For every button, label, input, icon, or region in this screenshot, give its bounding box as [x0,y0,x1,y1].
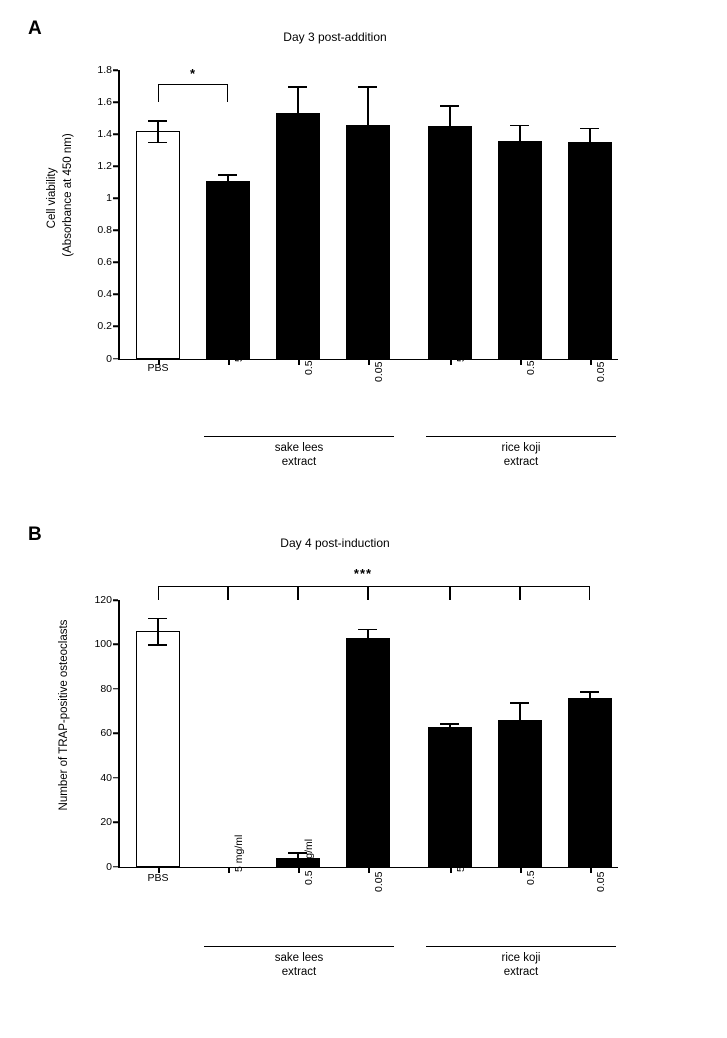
panel-a-errorcap-bottom-sake-5 [218,187,237,189]
panel-b-ytick-label: 80 [100,682,112,695]
panel-b-errorbar-sake-05 [297,854,299,861]
panel-b-ytick-label: 120 [94,594,112,606]
panel-a-xtick-mark [450,360,452,365]
panel-a-xlabel-sake-5: 5 mg/ml [233,324,245,362]
panel-b-significance-tick [367,586,369,600]
panel-b-xtick-mark [590,868,592,873]
panel-b-errorcap-top-koji-05 [510,702,529,704]
panel-a-group-label-sake-line1: sake lees [274,442,324,454]
panel-a-ytick-label: 0 [106,352,112,365]
panel-b-errorbar-pbs [157,619,159,646]
panel-b-errorcap-bottom-sake-005 [358,647,377,649]
panel-a-errorcap-bottom-pbs [148,142,167,144]
panel-b-errorcap-top-pbs [148,618,167,620]
panel-b-xtick-mark [520,868,522,873]
panel-b-y-axis-label: Number of TRAP-positive osteoclasts [58,619,70,811]
panel-a-xtick-mark [520,360,522,365]
panel-b-group-line-sake [204,946,394,947]
panel-b-significance-bracket [158,586,590,600]
panel-b-xtick-mark [228,868,230,873]
panel-b-y-axis [118,600,120,868]
panel-a [0,0,727,510]
panel-b-xlabel-sake-5: 5 mg/ml [233,834,245,872]
panel-a-ytick-label: 1.2 [97,160,112,173]
panel-a-errorbar-koji-05 [519,126,521,158]
panel-b-group-line-koji [426,946,616,947]
panel-a-ytick-label: 0.6 [97,256,112,269]
panel-b-group-label-koji-line1: rice koji [501,952,541,964]
panel-b-errorcap-top-koji-005 [580,691,599,693]
panel-b-significance-tick [227,586,229,600]
panel-b-errorbar-koji-05 [519,704,521,740]
panel-b-group-label-koji-line2: extract [503,966,539,978]
panel-b-plot-area [94,566,618,873]
panel-a-group-label-koji-line2: extract [503,456,539,468]
panel-a-errorcap-top-koji-005 [580,128,599,130]
panel-b-errorcap-bottom-koji-05 [510,738,529,740]
panel-a-errorcap-top-sake-05 [288,86,307,88]
panel-a-xlabel-koji-5: 5 mg/ml [455,324,467,362]
panel-b-significance-tick [449,586,451,600]
panel-a-errorcap-bottom-koji-5 [440,147,459,149]
panel-a-errorcap-bottom-sake-05 [288,141,307,143]
panel-a-errorbar-koji-005 [589,129,591,158]
panel-a-group-line-sake [204,436,394,437]
panel-a-group-label-sake-line2: extract [281,456,317,468]
panel-b-xlabel-koji-005: 0.05 mg/ml [595,840,607,892]
panel-a-errorcap-bottom-koji-005 [580,157,599,159]
panel-b-errorcap-bottom-koji-005 [580,704,599,706]
panel-b [0,510,727,1038]
panel-a-xtick-mark [298,360,300,365]
panel-b-title: Day 4 post-induction [280,536,390,550]
panel-a-title: Day 3 post-addition [283,30,387,44]
panel-b-ytick-label: 20 [100,816,112,829]
panel-a-xlabel-pbs: PBS [147,362,169,374]
panel-a-group-line-koji [426,436,616,437]
panel-a-errorbar-sake-005 [367,88,369,165]
panel-a-bar-pbs [136,131,180,359]
panel-a-y-axis-label-line1: Cell viability [46,167,58,229]
panel-a-errorcap-top-koji-5 [440,105,459,107]
panel-a-ytick-label: 0.2 [97,320,112,333]
panel-a-ytick-label: 1 [106,192,112,205]
panel-a-xlabel-sake-005: 0.05 mg/ml [373,330,385,382]
panel-b-xlabel-koji-05: 0.5 mg/ml [525,838,537,885]
panel-b-xtick-mark [298,868,300,873]
panel-a-significance-bracket [158,84,228,102]
panel-b-xtick-mark [368,868,370,873]
panel-a-xlabel-sake-05: 0.5 mg/ml [303,328,315,375]
panel-a-plot-area [97,64,618,365]
panel-b-ytick-label: 40 [100,771,112,784]
panel-b-xlabel-sake-005: 0.05 mg/ml [373,840,385,892]
panel-a-xlabel-koji-005: 0.05 mg/ml [595,330,607,382]
panel-a-ytick-label: 0.8 [97,224,112,237]
panel-a-ytick-label: 0.4 [97,288,112,301]
panel-b-significance-tick [297,586,299,600]
panel-b-errorcap-top-sake-005 [358,629,377,631]
panel-a-errorcap-top-sake-5 [218,174,237,176]
panel-a-xlabel-koji-05: 0.5 mg/ml [525,328,537,375]
panel-b-xlabel-pbs: PBS [147,872,169,884]
panel-a-xtick-mark [368,360,370,365]
panel-b-group-label-sake-line1: sake lees [274,952,324,964]
panel-a-letter: A [28,18,42,39]
panel-b-ytick-label: 0 [106,860,112,873]
panel-a-errorcap-bottom-sake-005 [358,163,377,165]
panel-b-errorcap-bottom-koji-5 [440,730,459,732]
panel-b-significance-tick [519,586,521,600]
panel-b-errorcap-top-koji-5 [440,723,459,725]
panel-b-group-label-sake-line2: extract [281,966,317,978]
panel-a-ytick-label: 1.4 [97,128,112,141]
panel-a-ytick-label: 1.6 [97,96,112,109]
panel-a-xtick-mark [228,360,230,365]
panel-a-ytick-label: 1.8 [97,64,112,76]
panel-a-group-label-koji-line1: rice koji [501,442,541,454]
panel-b-errorbar-sake-005 [367,630,369,648]
panel-a-errorbar-sake-05 [297,88,299,143]
panel-b-letter: B [28,524,42,545]
panel-a-xtick-mark [590,360,592,365]
panel-a-errorcap-top-pbs [148,120,167,122]
panel-b-ytick-label: 60 [100,727,112,740]
panel-b-xlabel-sake-05: 0.5 mg/ml [303,838,315,885]
panel-a-y-axis-label-line2: (Absorbance at 450 nm) [62,133,74,257]
panel-a-errorcap-top-koji-05 [510,125,529,127]
panel-b-xlabel-koji-5: 5 mg/ml [455,834,467,872]
panel-b-bar-pbs [136,631,180,866]
panel-a-errorbar-pbs [157,122,159,144]
panel-a-y-axis [118,70,120,360]
panel-a-errorcap-bottom-koji-05 [510,157,529,159]
panel-a-errorcap-top-sake-005 [358,86,377,88]
panel-b-significance-stars: *** [353,566,373,581]
panel-a-significance-star: * [189,66,197,81]
panel-b-xtick-mark [450,868,452,873]
panel-a-errorbar-koji-5 [449,107,451,149]
panel-b-errorcap-bottom-pbs [148,644,167,646]
panel-b-ytick-label: 100 [94,638,112,651]
